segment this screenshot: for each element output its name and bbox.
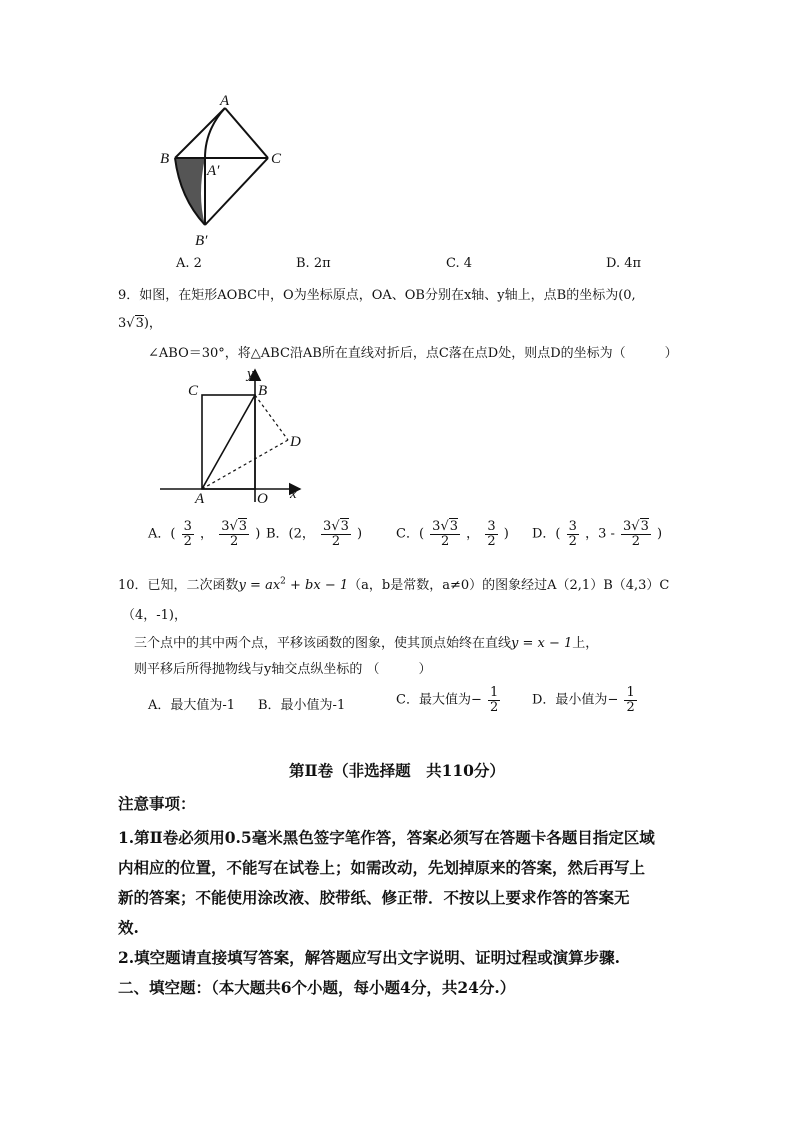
q9-label-x: x	[290, 486, 297, 502]
q10-choice-b: B．最小值为-1	[258, 698, 346, 713]
q9-label-a: A	[195, 491, 205, 507]
q10-choice-c: C．最大值为− $\frac{1}{2}$	[396, 685, 499, 715]
note1-line3: 新的答案；不能使用涂改液、胶带纸、修正带．不按以上要求作答的答案无	[118, 888, 630, 907]
q9-stem-line1: 9．如图，在矩形AOBC中，O为坐标原点，OA、OB分别在x轴、y轴上，点B的坐标为(0,	[118, 288, 636, 303]
note1-line4: 效.	[118, 918, 139, 937]
note1-line2: 内相应的位置，不能写在试卷上；如需改动，先划掉原来的答案，然后再写上	[118, 858, 646, 877]
q9-choice-c: C．( $\frac{3√3}{2}$ ， $\frac{3}{2}$ )	[396, 519, 509, 549]
q9-stem-line3: ∠ABO＝30°，将△ABC沿AB所在直线对折后，点C落在点D处，则点D的坐标为（ ）	[148, 346, 678, 361]
q8-label-b: B	[160, 151, 170, 167]
note1-line1: 1.第Ⅱ卷必须用0.5毫米黑色签字笔作答，答案必须写在答题卡各题目指定区域	[118, 828, 655, 847]
q8-seg-ab	[175, 108, 225, 158]
q9-label-o: O	[257, 491, 268, 507]
q10-choice-a: A．最大值为-1	[148, 698, 236, 713]
q8-choice-d: D. 4π	[606, 256, 642, 271]
q10-choice-d: D．最小值为− $\frac{1}{2}$	[532, 685, 635, 715]
q10-stem-line2: （4，-1)，	[122, 608, 188, 623]
q8-shaded-region	[175, 158, 205, 225]
q8-label-bprime: B′	[195, 233, 208, 249]
q9-label-c: C	[188, 383, 199, 399]
q8-figure	[150, 90, 300, 250]
q8-arc-aa	[205, 108, 225, 158]
q9-seg-bd	[255, 395, 288, 440]
q10-stem-line3: 三个点中的其中两个点，平移该函数的图象，使其顶点始终在直线y = x − 1上，	[134, 636, 599, 651]
q9-label-b: B	[258, 383, 268, 399]
q9-label-d: D	[290, 434, 301, 450]
q9-figure	[150, 362, 315, 507]
note2: 2.填空题请直接填写答案，解答题应写出文字说明、证明过程或演算步骤.	[118, 948, 621, 967]
q9-choice-d: D．( $\frac{3}{2}$ ，3 - $\frac{3√3}{2}$ )	[532, 519, 663, 549]
q9-stem-line2: 3√3)，	[118, 316, 162, 331]
q8-label-c: C	[271, 151, 282, 167]
q9-choice-a: A．( $\frac{3}{2}$ ， $\frac{3√3}{2}$ )	[148, 519, 261, 549]
q10-stem-line4: 则平移后所得抛物线与y轴交点纵坐标的 （ ）	[134, 662, 432, 677]
q9-seg-ab	[202, 395, 255, 489]
q10-stem-line1: 10．已知，二次函数$y = ax^2$ + bx − 1（a，b是常数，a≠0）的图象经过A（2,1）B（4,3）C	[118, 576, 670, 593]
q8-label-aprime: A′	[207, 163, 220, 179]
q9-label-y: y	[247, 366, 254, 382]
q8-label-a: A	[220, 93, 230, 109]
q8-choice-b: B. 2π	[296, 256, 331, 271]
q9-choice-b: B．(2， $\frac{3√3}{2}$ )	[266, 519, 363, 549]
q8-choice-c: C. 4	[446, 256, 473, 271]
part2-heading: 二、填空题：（本大题共6个小题，每小题4分，共24分.）	[118, 978, 516, 997]
notes-heading: 注意事项：	[118, 794, 196, 813]
q8-seg-ac	[225, 108, 268, 158]
q8-choice-a: A. 2	[176, 256, 202, 271]
section-title: 第Ⅱ卷（非选择题 共110分）	[289, 761, 505, 780]
